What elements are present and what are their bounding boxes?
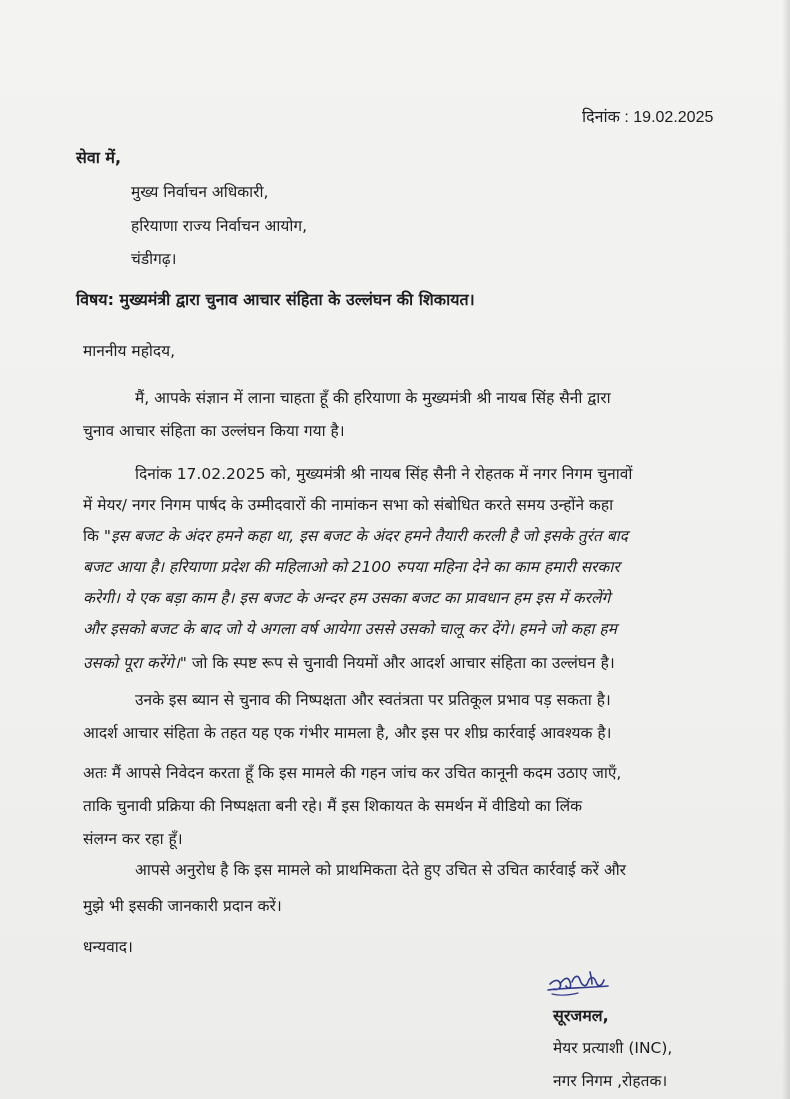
para2-quote-end: उसको पूरा करेंगे।" (83, 654, 187, 672)
para3-line-1: उनके इस ब्यान से चुनाव की निष्पक्षता और स्वतंत्रता पर प्रतिकूल प्रभाव पड़ सकता है। (135, 691, 611, 709)
para2-line-2: में मेयर/ नगर निगम पार्षद के उम्मीदवारों की नामांकन सभा को संबोधित करते समय उन्होंने कहा (83, 496, 614, 514)
sender-designation: मेयर प्रत्याशी (INC), (553, 1039, 673, 1057)
closing-thanks: धन्यवाद। (83, 938, 133, 956)
para2-quote-start: "इस बजट के अंदर हमने कहा था, इस बजट के अंदर हमने तैयारी करली है जो इसके तुरंत बाद (103, 527, 628, 545)
para3-line-2: आदर्श आचार संहिता के तहत यह एक गंभीर मामला है, और इस पर शीघ्र कार्रवाई आवश्यक है। (83, 724, 612, 742)
handwritten-signature (544, 966, 614, 1000)
salutation: माननीय महोदय, (83, 342, 176, 360)
para2-line-7-rest: जो कि स्पष्ट रूप से चुनावी नियमों और आदर्श आचार संहिता का उल्लंघन है। (186, 654, 615, 672)
para3-line-5: संलग्न कर रहा हूँ। (83, 830, 183, 848)
para2-quote-line-6: और इसको बजट के बाद जो ये अगला वर्ष आयेगा उससे उसको चालू कर देंगे। हमने जो कहा हम (83, 620, 617, 638)
sender-place: नगर निगम ,रोहतक। (553, 1072, 668, 1090)
para1-line-2: चुनाव आचार संहिता का उल्लंघन किया गया है। (83, 422, 345, 440)
para2-quote-line-5: करेगी। ये एक बड़ा काम है। इस बजट के अन्दर हम उसका बजट का प्रावधान हम इस में करलेंगे (83, 589, 611, 607)
recipient-line-2: हरियाणा राज्य निर्वाचन आयोग, (131, 217, 307, 235)
recipient-heading: सेवा में, (76, 148, 122, 167)
para4-line-1: आपसे अनुरोध है कि इस मामले को प्राथमिकता देते हुए उचित से उचित कार्रवाई करें और (135, 861, 627, 879)
para2-line-1: दिनांक 17.02.2025 को, मुख्यमंत्री श्री नायब सिंह सैनी ने रोहतक में नगर निगम चुनावों (135, 465, 633, 483)
para1-line-1: मैं, आपके संज्ञान में लाना चाहता हूँ की हरियाणा के मुख्यमंत्री श्री नायब सिंह सैनी द्वारा (135, 389, 611, 407)
recipient-line-1: मुख्य निर्वाचन अधिकारी, (131, 183, 269, 201)
para3-line-3: अतः मैं आपसे निवेदन करता हूँ कि इस मामले की गहन जांच कर उचित कानूनी कदम उठाए जाएँ, (83, 764, 622, 782)
para2-line-3 (83, 525, 628, 547)
para3-line-4: ताकि चुनावी प्रक्रिया की निष्पक्षता बनी रहे। मैं इस शिकायत के समर्थन में वीडियो का लिंक (83, 797, 583, 815)
recipient-line-3: चंडीगढ़। (131, 250, 177, 268)
page-edge-shadow (782, 0, 790, 1099)
para2-quote-line-4: बजट आया है। हरियाणा प्रदेश की महिलाओ को 2100 रुपया महिना देने का काम हमारी सरकार (83, 558, 620, 576)
para2-line-3-prefix: कि (83, 527, 99, 545)
para2-line-7 (83, 652, 615, 674)
letter-date: दिनांक : 19.02.2025 (582, 109, 714, 126)
para4-line-2: मुझे भी इसकी जानकारी प्रदान करें। (83, 897, 282, 915)
subject-line: विषय: मुख्यमंत्री द्वारा चुनाव आचार संहिता के उल्लंघन की शिकायत। (76, 290, 475, 309)
sender-name: सूरजमल, (553, 1006, 609, 1025)
